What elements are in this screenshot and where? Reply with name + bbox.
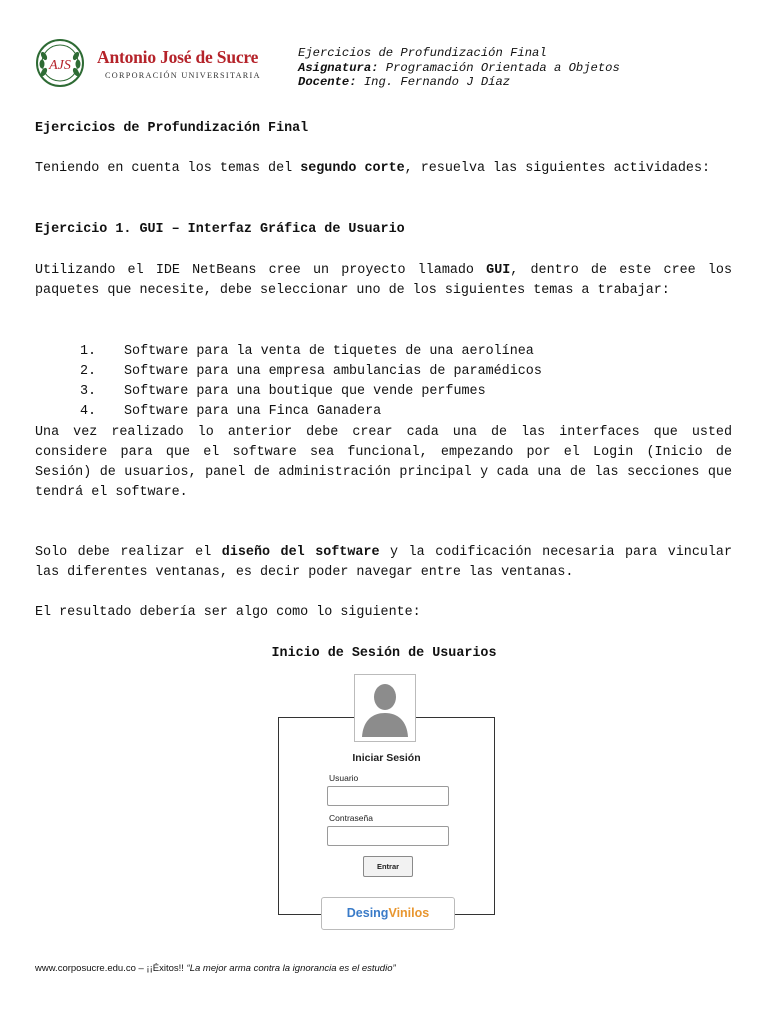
avatar <box>354 674 416 742</box>
header-teacher: Docente: Ing. Fernando J Díaz <box>298 75 511 89</box>
password-input[interactable] <box>327 826 449 846</box>
institution-logo <box>35 38 275 88</box>
list-item: 4. Software para una Finca Ganadera <box>80 404 382 419</box>
svg-text:AJS: AJS <box>49 58 71 73</box>
exercise-title: Ejercicio 1. GUI – Interfaz Gráfica de Usuario <box>35 222 405 237</box>
laurel-emblem-icon <box>35 38 85 88</box>
page-title: Ejercicios de Profundización Final <box>35 121 309 136</box>
login-title: Iniciar Sesión <box>352 752 421 764</box>
list-item: 1. Software para la venta de tiquetes de una aerolínea <box>80 344 534 359</box>
header-subject: Asignatura: Programación Orientada a Objetos <box>298 60 620 75</box>
result-paragraph: El resultado debería ser algo como lo siguiente: <box>35 605 421 620</box>
institution-name: Antonio José de Sucre <box>97 47 259 67</box>
login-button[interactable]: Entrar <box>363 856 413 877</box>
intro-paragraph: Teniendo en cuenta los temas del segundo corte, resuelva las siguientes actividades: <box>35 161 711 176</box>
list-item: 3. Software para una boutique que vende perfumes <box>80 384 486 399</box>
brand-badge <box>321 897 455 930</box>
password-label: Contraseña <box>329 813 373 823</box>
interfaces-paragraph: Una vez realizado lo anterior debe crear cada una de las interfaces que usted considere para que el software sea funcional, empezando por el Login (Inicio de Sesión) de usuarios, panel de administración principal y cada una de las secciones que tendrá el software. <box>35 425 732 500</box>
figure-title: Inicio de Sesión de Usuarios <box>271 646 497 661</box>
user-input[interactable] <box>327 786 449 806</box>
list-item: 2. Software para una empresa ambulancias de paramédicos <box>80 364 542 379</box>
footer-site: www.corposucre.edu.co – ¡¡Éxitos!! <box>35 963 187 974</box>
login-window-mockup <box>278 717 495 915</box>
brand-name-part2: Vinilos <box>388 906 430 920</box>
design-paragraph: Solo debe realizar el diseño del software y la codificación necesaria para vincular las diferentes ventanas, es decir poder navegar entre las ventanas. <box>35 545 732 580</box>
page-footer <box>35 963 396 974</box>
ide-paragraph: Utilizando el IDE NetBeans cree un proyecto llamado GUI, dentro de este cree los paquetes que necesite, debe seleccionar uno de los siguientes temas a trabajar: <box>35 263 732 298</box>
footer-quote: “La mejor arma contra la ignorancia es el estudio” <box>186 963 396 974</box>
brand-name-part1: Desing <box>346 906 389 920</box>
institution-subtitle: CORPORACIÓN UNIVERSITARIA <box>105 71 261 80</box>
document-header <box>298 46 620 90</box>
user-avatar-icon <box>355 675 415 741</box>
topics-list <box>80 342 542 422</box>
header-doc-title: Ejercicios de Profundización Final <box>298 46 547 60</box>
user-label: Usuario <box>329 773 359 783</box>
